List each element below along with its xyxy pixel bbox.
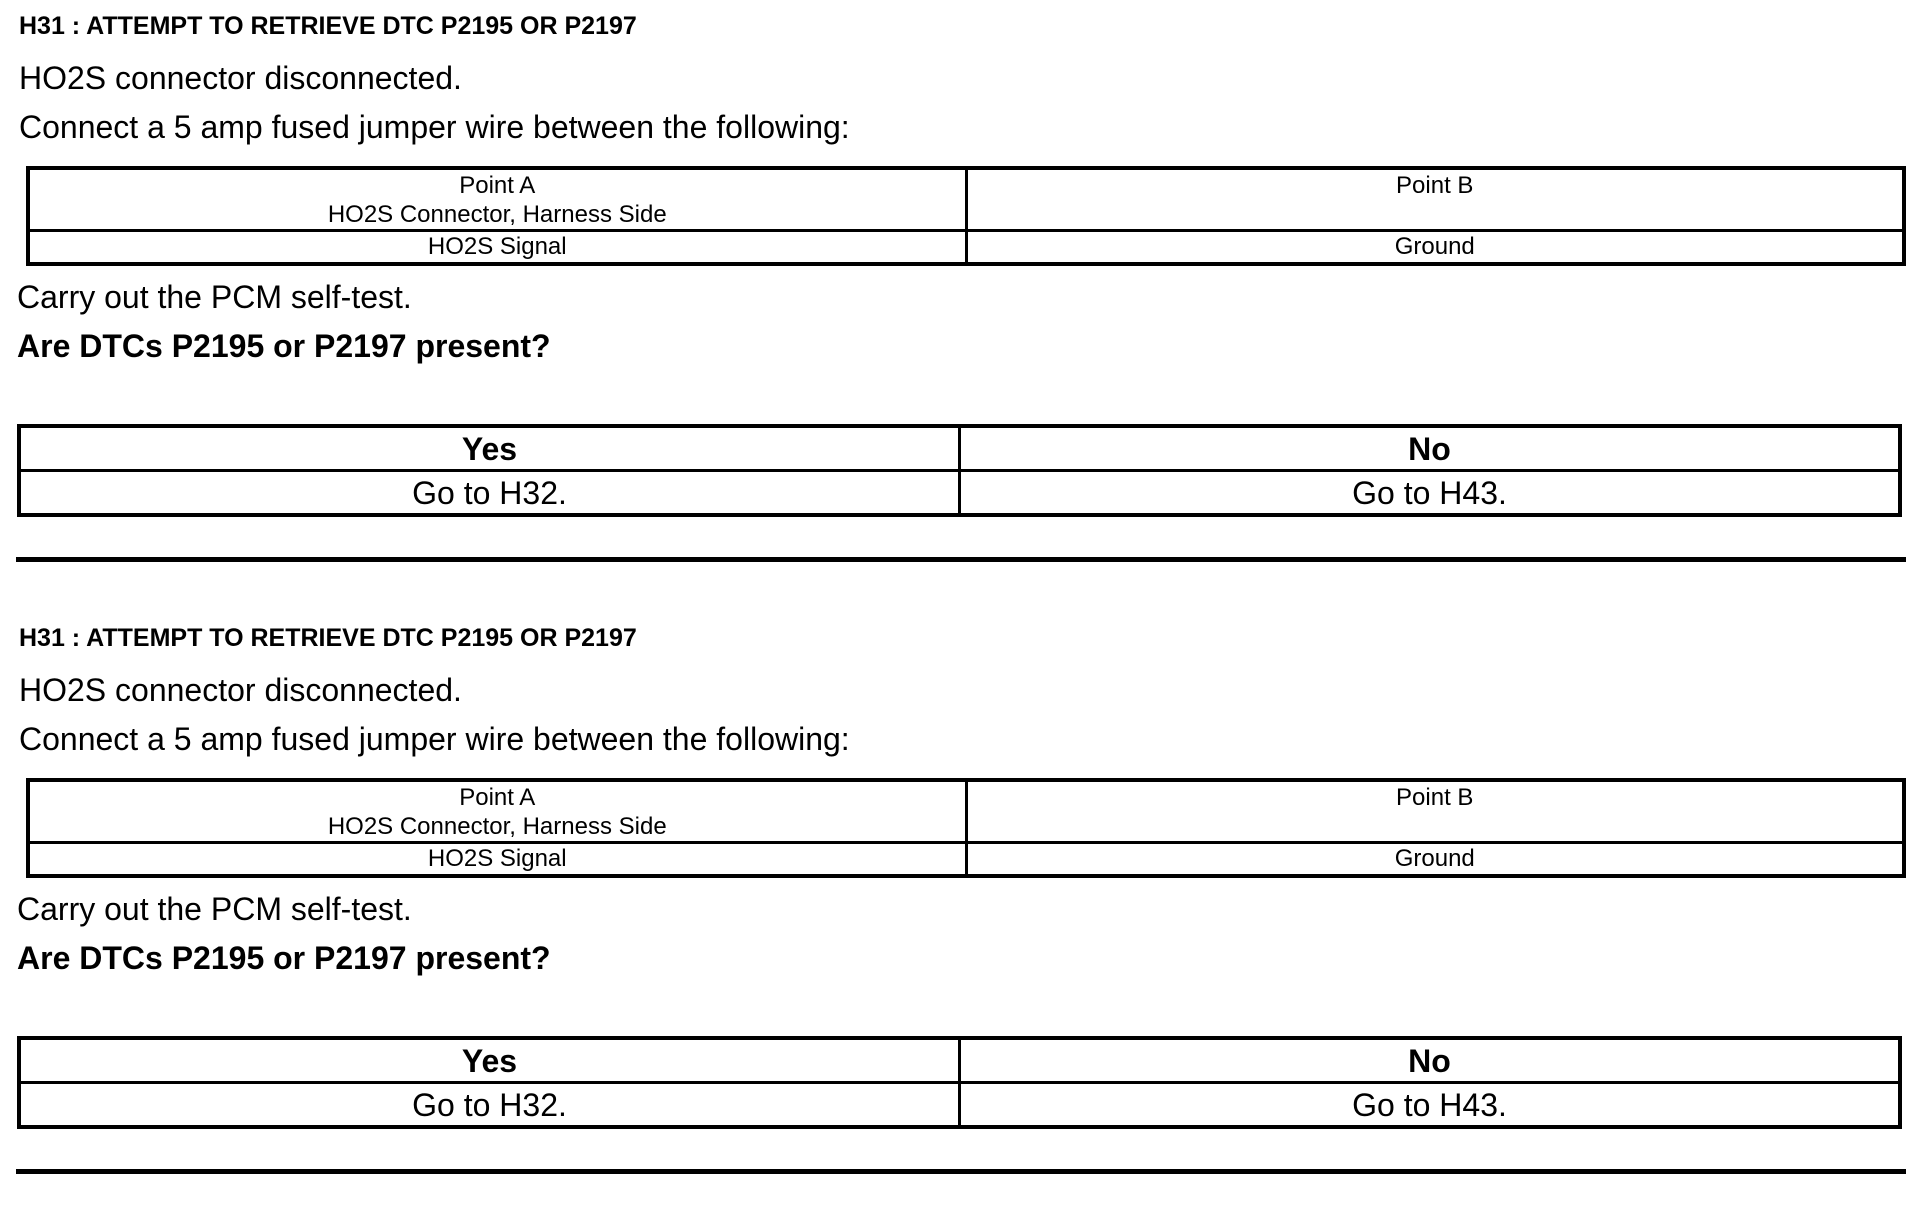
point-a-subheader: HO2S Connector, Harness Side xyxy=(327,201,667,228)
step-question: Are DTCs P2195 or P2197 present? xyxy=(17,940,551,976)
jumper-wire-table xyxy=(26,778,1906,878)
no-action: Go to H43. xyxy=(960,1083,1901,1128)
yes-label: Yes xyxy=(19,426,960,471)
step-action: Carry out the PCM self-test. xyxy=(17,279,412,315)
no-label: No xyxy=(960,426,1901,471)
jumper-wire-table xyxy=(26,166,1906,266)
point-a-value: HO2S Signal xyxy=(28,843,966,877)
no-action: Go to H43. xyxy=(960,471,1901,516)
answer-row xyxy=(19,471,1900,516)
step-title: H31 : ATTEMPT TO RETRIEVE DTC P2195 OR P2197 xyxy=(19,624,637,652)
point-b-header-cell xyxy=(966,780,1904,843)
yes-action: Go to H32. xyxy=(19,1083,960,1128)
step-condition: HO2S connector disconnected. xyxy=(19,60,462,96)
table-header-row xyxy=(28,168,1904,231)
point-a-header-cell xyxy=(28,168,966,231)
point-a-header: Point A xyxy=(459,784,536,811)
yes-action: Go to H32. xyxy=(19,471,960,516)
table-row xyxy=(28,231,1904,265)
point-b-header-cell xyxy=(966,168,1904,231)
answer-row xyxy=(19,1083,1900,1128)
no-label: No xyxy=(960,1038,1901,1083)
step-action: Carry out the PCM self-test. xyxy=(17,891,412,927)
step-instruction: Connect a 5 amp fused jumper wire between the following: xyxy=(19,721,850,757)
step-condition: HO2S connector disconnected. xyxy=(19,672,462,708)
point-a-value: HO2S Signal xyxy=(28,231,966,265)
point-b-value: Ground xyxy=(966,231,1904,265)
point-a-subheader: HO2S Connector, Harness Side xyxy=(327,813,667,840)
answer-table xyxy=(17,424,1902,517)
point-b-header: Point B xyxy=(1396,172,1474,199)
point-b-value: Ground xyxy=(966,843,1904,877)
answer-header-row xyxy=(19,1038,1900,1083)
table-header-row xyxy=(28,780,1904,843)
test-step-section xyxy=(0,612,1920,1224)
table-row xyxy=(28,843,1904,877)
section-divider xyxy=(16,1169,1906,1174)
step-title: H31 : ATTEMPT TO RETRIEVE DTC P2195 OR P2197 xyxy=(19,12,637,40)
yes-label: Yes xyxy=(19,1038,960,1083)
step-question: Are DTCs P2195 or P2197 present? xyxy=(17,328,551,364)
point-a-header: Point A xyxy=(459,172,536,199)
point-a-header-cell xyxy=(28,780,966,843)
step-instruction: Connect a 5 amp fused jumper wire between the following: xyxy=(19,109,850,145)
answer-header-row xyxy=(19,426,1900,471)
section-divider xyxy=(16,557,1906,562)
point-b-header: Point B xyxy=(1396,784,1474,811)
answer-table xyxy=(17,1036,1902,1129)
